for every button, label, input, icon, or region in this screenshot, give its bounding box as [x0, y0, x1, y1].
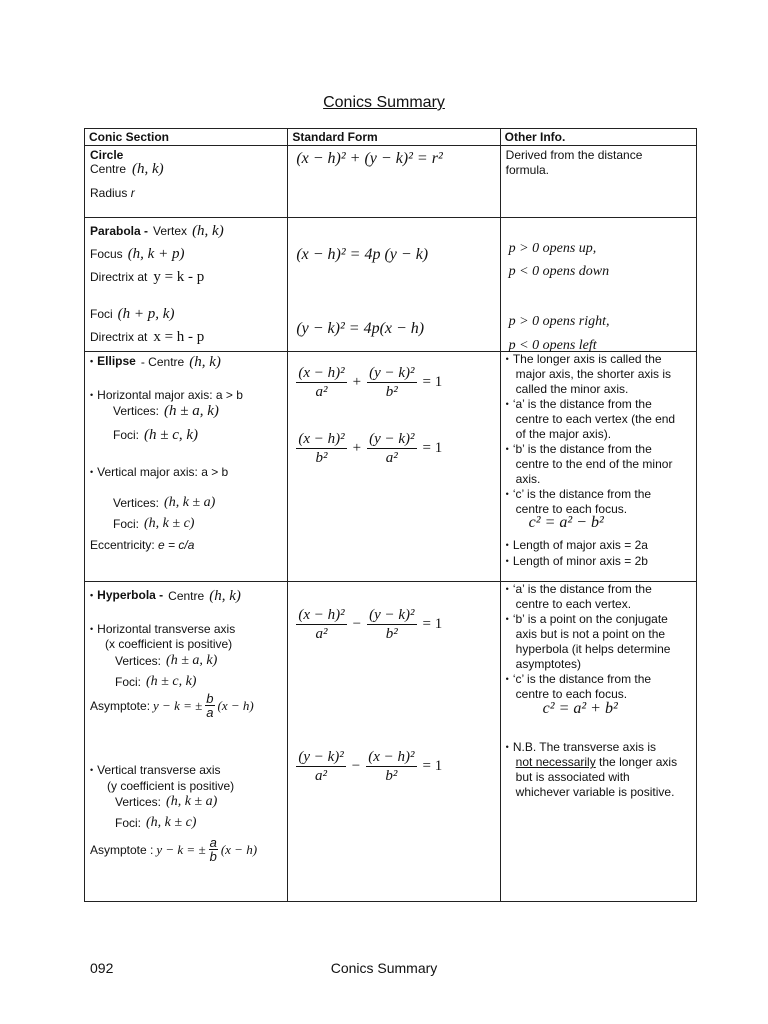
page-title: Conics Summary: [323, 94, 445, 111]
header-row: [85, 129, 697, 146]
parabola-focus: Focus (h, k + p): [90, 246, 185, 262]
hyperbola-asymptote-1: Asymptote: y − k = ± $\frac{b}{a}$ (x − h): [90, 691, 254, 720]
parabola-row: [85, 218, 697, 352]
ellipse-centre: • Ellipse - Centre (h, k): [90, 354, 221, 369]
ellipse-info-line: centre to each focus.: [515, 502, 628, 516]
ellipse-row: [85, 352, 697, 582]
hyperbola-info-line: asymptotes): [515, 657, 582, 671]
ellipse-vertical-axis: • Vertical major axis: a > b: [90, 465, 228, 480]
ellipse-section: [85, 352, 288, 582]
circle-name: Circle: [90, 148, 124, 162]
hyperbola-h-foci: Foci: (h ± c, k): [115, 674, 197, 689]
hyperbola-relation: c² = a² + b²: [542, 700, 618, 717]
ellipse-eccentricity: Eccentricity: e = c/a: [90, 538, 195, 552]
hyperbola-vertical-axis: • Vertical transverse axis: [90, 763, 221, 778]
parabola-vertex: Parabola - Vertex (h, k): [90, 223, 224, 239]
hyperbola-asymptote-2: Asymptote : y − k = ± $\frac{a}{b}$ (x − h): [90, 835, 258, 864]
parabola-info-cell: [500, 218, 696, 352]
hyperbola-equation-horizontal: $\frac{\text{(x − h)²}}{\text{a²}}$ − $\frac{\text{(y − k)²}}{\text{b²}}$ = 1: [298, 607, 443, 642]
circle-section: [85, 146, 288, 218]
page-number: 092: [90, 960, 114, 976]
hyperbola-nb-line: whichever variable is positive.: [515, 785, 675, 799]
ellipse-relation: c² = a² − b²: [528, 514, 604, 531]
ellipse-minor-length: • Length of minor axis = 2b: [506, 554, 648, 569]
ellipse-info-line: major axis, the shorter axis is: [515, 367, 672, 381]
header-other-info: Other Info.: [500, 129, 696, 146]
parabola-foci: Foci (h + p, k): [90, 306, 175, 322]
conics-table: [84, 128, 697, 902]
hyperbola-nb-line: but is associated with: [515, 770, 630, 784]
parabola-info-line: p < 0 opens down: [508, 264, 610, 279]
hyperbola-nb-line: not necessarily the longer axis: [515, 755, 678, 769]
ellipse-info-line: • ‘a’ is the distance from the: [506, 397, 652, 412]
circle-radius: Radius r: [90, 186, 135, 200]
hyperbola-info-line: axis but is not a point on the: [515, 627, 666, 641]
hyperbola-horizontal-axis: • Horizontal transverse axis: [90, 622, 235, 637]
hyperbola-h-vertices: Vertices: (h ± a, k): [115, 653, 218, 668]
hyperbola-vertical-note: (y coefficient is positive): [107, 779, 235, 793]
circle-row: [85, 146, 697, 218]
header-conic-section: Conic Section: [85, 129, 288, 146]
ellipse-info-line: of the major axis).: [515, 427, 612, 441]
hyperbola-v-vertices: Vertices: (h, k ± a): [115, 794, 218, 809]
circle-equation: (x − h)² + (y − k)² = r²: [296, 150, 443, 167]
hyperbola-info-line: centre to each focus.: [515, 687, 628, 701]
ellipse-info-line: centre to the end of the minor: [515, 457, 673, 471]
hyperbola-form-cell: [288, 582, 500, 902]
footer-title: Conics Summary: [330, 960, 438, 976]
circle-info-cell: [500, 146, 696, 218]
hyperbola-v-foci: Foci: (h, k ± c): [115, 815, 197, 830]
ellipse-form-cell: [288, 352, 500, 582]
ellipse-info-line: • ‘c’ is the distance from the: [506, 487, 651, 502]
circle-info-line: Derived from the distance: [505, 148, 643, 162]
parabola-info-line: p > 0 opens up,: [508, 241, 597, 256]
ellipse-horizontal-axis: • Horizontal major axis: a > b: [90, 388, 243, 403]
hyperbola-info-cell: [500, 582, 696, 902]
hyperbola-horizontal-note: (x coefficient is positive): [105, 637, 233, 651]
hyperbola-nb-line: • N.B. The transverse axis is: [506, 740, 656, 755]
ellipse-info-line: • The longer axis is called the: [506, 352, 662, 367]
parabola-equation-1: (x − h)² = 4p (y − k): [296, 246, 429, 263]
parabola-directrix: Directrix at y = k - p: [90, 269, 205, 285]
hyperbola-info-line: • ‘c’ is the distance from the: [506, 672, 651, 687]
ellipse-info-line: centre to each vertex (the end: [515, 412, 676, 426]
hyperbola-row: [85, 582, 697, 902]
hyperbola-info-line: hyperbola (it helps determine: [515, 642, 671, 656]
header-standard-form: Standard Form: [288, 129, 500, 146]
circle-form-cell: [288, 146, 500, 218]
ellipse-h-vertices: Vertices: (h ± a, k): [113, 403, 219, 419]
ellipse-v-foci: Foci: (h, k ± c): [113, 516, 195, 531]
circle-centre: Centre (h, k): [90, 161, 164, 177]
ellipse-equation-horizontal: $\frac{\text{(x − h)²}}{\text{a²}}$ + $\frac{\text{(y − k)²}}{\text{b²}}$ = 1: [298, 365, 443, 400]
ellipse-v-vertices: Vertices: (h, k ± a): [113, 495, 216, 510]
ellipse-info-line: called the minor axis.: [515, 382, 629, 396]
parabola-directrix-2: Directrix at x = h - p: [90, 329, 205, 345]
ellipse-h-foci: Foci: (h ± c, k): [113, 427, 199, 443]
parabola-form-cell: [288, 218, 500, 352]
hyperbola-centre: • Hyperbola - Centre (h, k): [90, 588, 241, 603]
ellipse-info-cell: [500, 352, 696, 582]
hyperbola-info-line: • ‘a’ is the distance from the: [506, 582, 652, 597]
parabola-section: [85, 218, 288, 352]
parabola-info-line: p > 0 opens right,: [508, 314, 610, 329]
circle-info-line: formula.: [505, 163, 550, 177]
hyperbola-section: [85, 582, 288, 902]
ellipse-major-length: • Length of major axis = 2a: [506, 538, 648, 553]
parabola-equation-2: (y − k)² = 4p(x − h): [296, 320, 425, 337]
ellipse-info-line: axis.: [515, 472, 541, 486]
hyperbola-equation-vertical: $\frac{\text{(y − k)²}}{\text{a²}}$ − $\frac{\text{(x − h)²}}{\text{b²}}$ = 1: [298, 749, 443, 784]
ellipse-info-line: • ‘b’ is the distance from the: [506, 442, 652, 457]
hyperbola-info-line: • ‘b’ is a point on the conjugate: [506, 612, 668, 627]
hyperbola-info-line: centre to each vertex.: [515, 597, 632, 611]
ellipse-equation-vertical: $\frac{\text{(x − h)²}}{\text{b²}}$ + $\frac{\text{(y − k)²}}{\text{a²}}$ = 1: [298, 431, 443, 466]
parabola-info-line: p < 0 opens left: [508, 338, 597, 353]
